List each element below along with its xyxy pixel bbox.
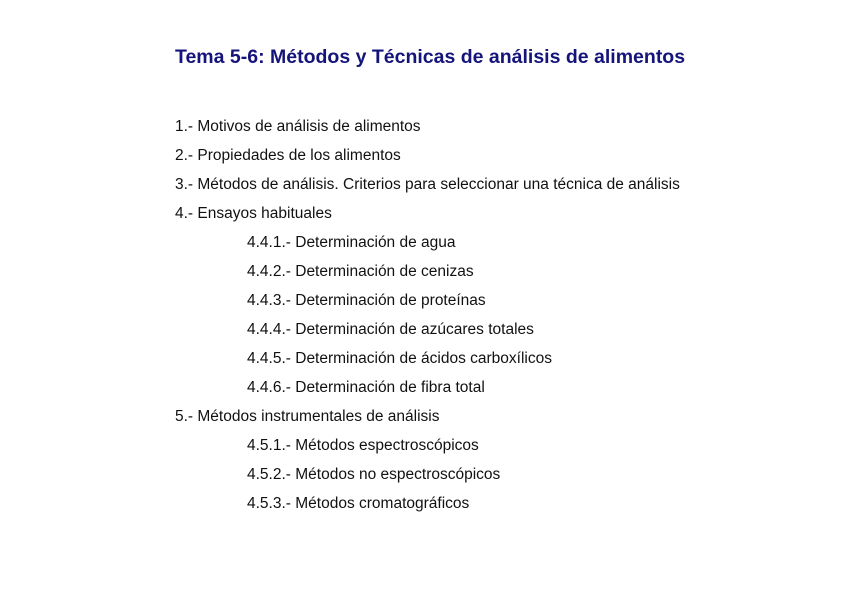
- outline-subitem: 4.4.2.- Determinación de cenizas: [247, 263, 474, 280]
- outline-subitem: 4.4.1.- Determinación de agua: [247, 234, 456, 251]
- outline-subitem: 4.4.5.- Determinación de ácidos carboxílicos: [247, 350, 552, 367]
- outline-subitem: 4.5.2.- Métodos no espectroscópicos: [247, 466, 501, 483]
- outline-item: 1.- Motivos de análisis de alimentos: [175, 118, 421, 135]
- page-title: Tema 5-6: Métodos y Técnicas de análisis de alimentos: [175, 46, 686, 68]
- outline-subitem: 4.5.1.- Métodos espectroscópicos: [247, 437, 479, 454]
- outline-subitem: 4.4.4.- Determinación de azúcares totales: [247, 321, 534, 338]
- outline-item: 4.- Ensayos habituales: [175, 205, 332, 222]
- outline-item: 2.- Propiedades de los alimentos: [175, 147, 401, 164]
- topic-outline: [175, 116, 680, 522]
- outline-subitem: 4.5.3.- Métodos cromatográficos: [247, 495, 470, 512]
- outline-subitem: 4.4.3.- Determinación de proteínas: [247, 292, 486, 309]
- outline-item: 5.- Métodos instrumentales de análisis: [175, 408, 440, 425]
- outline-item: 3.- Métodos de análisis. Criterios para seleccionar una técnica de análisis: [175, 176, 680, 193]
- outline-subitem: 4.4.6.- Determinación de fibra total: [247, 379, 485, 396]
